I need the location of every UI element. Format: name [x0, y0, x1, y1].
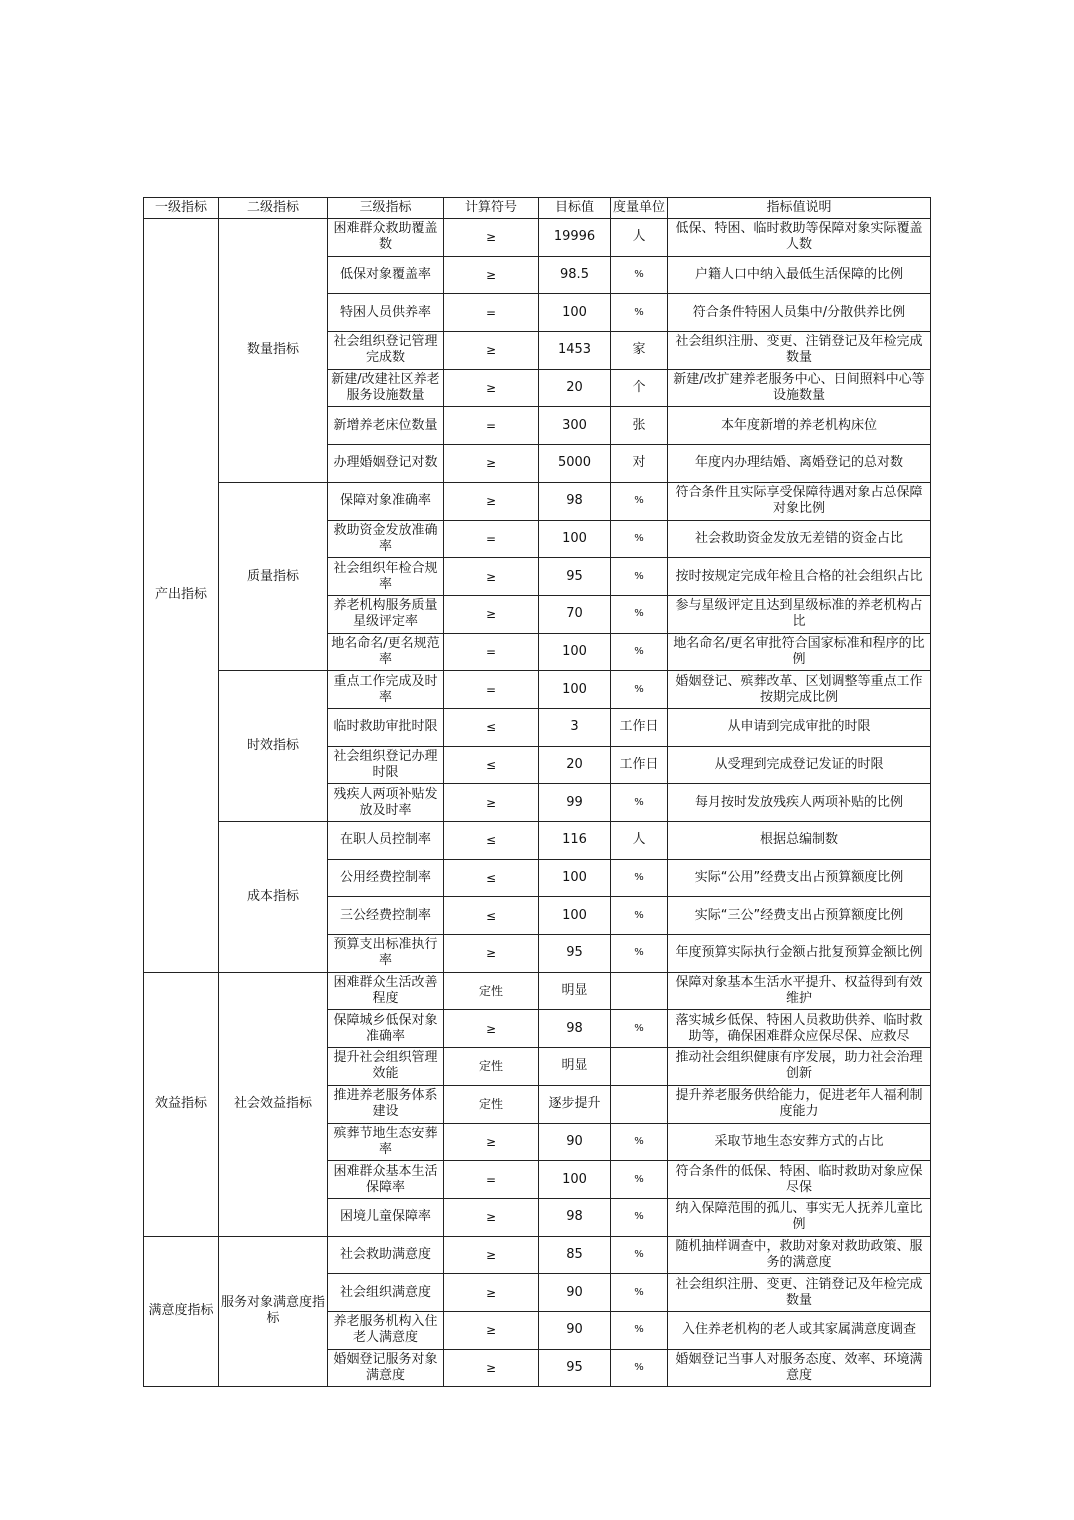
target-cell: 98 — [539, 1010, 611, 1048]
operator-cell: 定性 — [444, 1048, 539, 1086]
unit-cell: % — [611, 633, 668, 671]
unit-cell: % — [611, 558, 668, 596]
unit-cell: % — [611, 1236, 668, 1274]
unit-cell — [611, 972, 668, 1010]
header-operator: 计算符号 — [444, 198, 539, 219]
unit-cell — [611, 1048, 668, 1086]
description-cell: 低保、特困、临时救助等保障对象实际覆盖人数 — [668, 219, 931, 257]
unit-cell — [611, 1085, 668, 1123]
level2-cell: 服务对象满意度指标 — [219, 1236, 328, 1387]
unit-cell: % — [611, 1311, 668, 1349]
table-row — [144, 1236, 931, 1274]
target-cell: 70 — [539, 595, 611, 633]
operator-cell: ≥ — [444, 1198, 539, 1236]
operator-cell: ≤ — [444, 746, 539, 784]
operator-cell: = — [444, 633, 539, 671]
description-cell: 实际“公用”经费支出占预算额度比例 — [668, 859, 931, 897]
operator-cell: ≥ — [444, 784, 539, 822]
operator-cell: ≥ — [444, 1349, 539, 1387]
description-cell: 根据总编制数 — [668, 822, 931, 860]
target-cell: 19996 — [539, 219, 611, 257]
level3-cell: 婚姻登记服务对象满意度 — [328, 1349, 444, 1387]
level3-cell: 推进养老服务体系建设 — [328, 1085, 444, 1123]
unit-cell: 人 — [611, 219, 668, 257]
target-cell: 116 — [539, 822, 611, 860]
target-cell: 98 — [539, 1198, 611, 1236]
target-cell: 100 — [539, 859, 611, 897]
description-cell: 社会救助资金发放无差错的资金占比 — [668, 520, 931, 558]
description-cell: 入住养老机构的老人或其家属满意度调查 — [668, 1311, 931, 1349]
target-cell: 20 — [539, 746, 611, 784]
unit-cell: 个 — [611, 369, 668, 407]
table-row — [144, 822, 931, 860]
target-cell: 90 — [539, 1123, 611, 1161]
target-cell: 逐步提升 — [539, 1085, 611, 1123]
level3-cell: 社会组织登记管理完成数 — [328, 332, 444, 370]
level3-cell: 重点工作完成及时率 — [328, 671, 444, 709]
table-row — [144, 671, 931, 709]
unit-cell: 人 — [611, 822, 668, 860]
target-cell: 99 — [539, 784, 611, 822]
target-cell: 明显 — [539, 972, 611, 1010]
description-cell: 按时按规定完成年检且合格的社会组织占比 — [668, 558, 931, 596]
level3-cell: 新建/改建社区养老服务设施数量 — [328, 369, 444, 407]
target-cell: 85 — [539, 1236, 611, 1274]
level3-cell: 临时救助审批时限 — [328, 708, 444, 746]
description-cell: 随机抽样调查中，救助对象对救助政策、服务的满意度 — [668, 1236, 931, 1274]
unit-cell: % — [611, 1198, 668, 1236]
target-cell: 98 — [539, 482, 611, 520]
description-cell: 纳入保障范围的孤儿、事实无人抚养儿童比例 — [668, 1198, 931, 1236]
level3-cell: 特困人员供养率 — [328, 294, 444, 332]
unit-cell: % — [611, 1274, 668, 1312]
description-cell: 新建/改扩建养老服务中心、日间照料中心等设施数量 — [668, 369, 931, 407]
operator-cell: = — [444, 294, 539, 332]
description-cell: 户籍人口中纳入最低生活保障的比例 — [668, 256, 931, 294]
operator-cell: ≥ — [444, 1311, 539, 1349]
level3-cell: 提升社会组织管理效能 — [328, 1048, 444, 1086]
operator-cell: ≥ — [444, 256, 539, 294]
description-cell: 年度预算实际执行金额占批复预算金额比例 — [668, 935, 931, 973]
level1-cell: 效益指标 — [144, 972, 219, 1236]
unit-cell: 张 — [611, 407, 668, 445]
unit-cell: % — [611, 1161, 668, 1199]
operator-cell: 定性 — [444, 972, 539, 1010]
operator-cell: ≥ — [444, 445, 539, 483]
level2-cell: 成本指标 — [219, 822, 328, 973]
operator-cell: = — [444, 671, 539, 709]
operator-cell: ≥ — [444, 1123, 539, 1161]
target-cell: 100 — [539, 671, 611, 709]
target-cell: 20 — [539, 369, 611, 407]
level3-cell: 社会组织登记办理时限 — [328, 746, 444, 784]
description-cell: 符合条件特困人员集中/分散供养比例 — [668, 294, 931, 332]
level1-cell: 满意度指标 — [144, 1236, 219, 1387]
unit-cell: % — [611, 1123, 668, 1161]
target-cell: 100 — [539, 633, 611, 671]
target-cell: 98.5 — [539, 256, 611, 294]
level3-cell: 公用经费控制率 — [328, 859, 444, 897]
level3-cell: 困难群众基本生活保障率 — [328, 1161, 444, 1199]
level3-cell: 低保对象覆盖率 — [328, 256, 444, 294]
level2-cell: 数量指标 — [219, 219, 328, 483]
description-cell: 社会组织注册、变更、注销登记及年检完成数量 — [668, 1274, 931, 1312]
description-cell: 从申请到完成审批的时限 — [668, 708, 931, 746]
target-cell: 100 — [539, 520, 611, 558]
unit-cell: % — [611, 1349, 668, 1387]
description-cell: 参与星级评定且达到星级标准的养老机构占比 — [668, 595, 931, 633]
target-cell: 5000 — [539, 445, 611, 483]
level3-cell: 在职人员控制率 — [328, 822, 444, 860]
unit-cell: 对 — [611, 445, 668, 483]
operator-cell: = — [444, 1161, 539, 1199]
unit-cell: % — [611, 1010, 668, 1048]
level2-cell: 质量指标 — [219, 482, 328, 670]
level3-cell: 殡葬节地生态安葬率 — [328, 1123, 444, 1161]
description-cell: 婚姻登记、殡葬改革、区划调整等重点工作按期完成比例 — [668, 671, 931, 709]
header-row — [144, 198, 931, 219]
level2-cell: 社会效益指标 — [219, 972, 328, 1236]
unit-cell: % — [611, 482, 668, 520]
target-cell: 3 — [539, 708, 611, 746]
header-level2: 二级指标 — [219, 198, 328, 219]
description-cell: 保障对象基本生活水平提升、权益得到有效维护 — [668, 972, 931, 1010]
operator-cell: ≥ — [444, 332, 539, 370]
level3-cell: 地名命名/更名规范率 — [328, 633, 444, 671]
operator-cell: 定性 — [444, 1085, 539, 1123]
header-unit: 度量单位 — [611, 198, 668, 219]
description-cell: 本年度新增的养老机构床位 — [668, 407, 931, 445]
level3-cell: 社会救助满意度 — [328, 1236, 444, 1274]
level3-cell: 三公经费控制率 — [328, 897, 444, 935]
level3-cell: 预算支出标准执行率 — [328, 935, 444, 973]
level3-cell: 养老服务机构入住老人满意度 — [328, 1311, 444, 1349]
description-cell: 从受理到完成登记发证的时限 — [668, 746, 931, 784]
target-cell: 1453 — [539, 332, 611, 370]
unit-cell: % — [611, 256, 668, 294]
target-cell: 95 — [539, 1349, 611, 1387]
description-cell: 推动社会组织健康有序发展，助力社会治理创新 — [668, 1048, 931, 1086]
operator-cell: ≥ — [444, 482, 539, 520]
header-description: 指标值说明 — [668, 198, 931, 219]
level3-cell: 办理婚姻登记对数 — [328, 445, 444, 483]
target-cell: 95 — [539, 935, 611, 973]
description-cell: 实际“三公”经费支出占预算额度比例 — [668, 897, 931, 935]
indicator-table — [143, 197, 931, 1387]
header-level3: 三级指标 — [328, 198, 444, 219]
unit-cell: % — [611, 859, 668, 897]
header-level1: 一级指标 — [144, 198, 219, 219]
level3-cell: 社会组织年检合规率 — [328, 558, 444, 596]
target-cell: 90 — [539, 1311, 611, 1349]
operator-cell: ≥ — [444, 369, 539, 407]
operator-cell: ≥ — [444, 1010, 539, 1048]
description-cell: 提升养老服务供给能力，促进老年人福利制度能力 — [668, 1085, 931, 1123]
unit-cell: % — [611, 935, 668, 973]
level3-cell: 残疾人两项补贴发放及时率 — [328, 784, 444, 822]
table-row — [144, 972, 931, 1010]
description-cell: 婚姻登记当事人对服务态度、效率、环境满意度 — [668, 1349, 931, 1387]
level3-cell: 困难群众救助覆盖数 — [328, 219, 444, 257]
operator-cell: ≥ — [444, 595, 539, 633]
unit-cell: % — [611, 520, 668, 558]
operator-cell: ≥ — [444, 1274, 539, 1312]
operator-cell: = — [444, 407, 539, 445]
target-cell: 明显 — [539, 1048, 611, 1086]
level3-cell: 社会组织满意度 — [328, 1274, 444, 1312]
operator-cell: ≥ — [444, 219, 539, 257]
operator-cell: ≤ — [444, 708, 539, 746]
description-cell: 地名命名/更名审批符合国家标准和程序的比例 — [668, 633, 931, 671]
level3-cell: 困境儿童保障率 — [328, 1198, 444, 1236]
operator-cell: ≤ — [444, 859, 539, 897]
unit-cell: % — [611, 671, 668, 709]
level3-cell: 救助资金发放准确率 — [328, 520, 444, 558]
level3-cell: 养老机构服务质量星级评定率 — [328, 595, 444, 633]
operator-cell: ≤ — [444, 897, 539, 935]
unit-cell: % — [611, 784, 668, 822]
unit-cell: % — [611, 595, 668, 633]
unit-cell: 家 — [611, 332, 668, 370]
target-cell: 95 — [539, 558, 611, 596]
operator-cell: = — [444, 520, 539, 558]
header-target: 目标值 — [539, 198, 611, 219]
level1-cell: 产出指标 — [144, 219, 219, 973]
description-cell: 符合条件且实际享受保障待遇对象占总保障对象比例 — [668, 482, 931, 520]
target-cell: 90 — [539, 1274, 611, 1312]
description-cell: 采取节地生态安葬方式的占比 — [668, 1123, 931, 1161]
level3-cell: 保障城乡低保对象准确率 — [328, 1010, 444, 1048]
description-cell: 落实城乡低保、特困人员救助供养、临时救助等，确保困难群众应保尽保、应救尽 — [668, 1010, 931, 1048]
operator-cell: ≥ — [444, 558, 539, 596]
unit-cell: % — [611, 897, 668, 935]
description-cell: 符合条件的低保、特困、临时救助对象应保尽保 — [668, 1161, 931, 1199]
target-cell: 100 — [539, 897, 611, 935]
unit-cell: 工作日 — [611, 708, 668, 746]
table-body — [144, 219, 931, 1387]
operator-cell: ≥ — [444, 1236, 539, 1274]
description-cell: 社会组织注册、变更、注销登记及年检完成数量 — [668, 332, 931, 370]
operator-cell: ≤ — [444, 822, 539, 860]
target-cell: 300 — [539, 407, 611, 445]
level3-cell: 新增养老床位数量 — [328, 407, 444, 445]
level3-cell: 困难群众生活改善程度 — [328, 972, 444, 1010]
table-row — [144, 219, 931, 257]
unit-cell: 工作日 — [611, 746, 668, 784]
target-cell: 100 — [539, 1161, 611, 1199]
operator-cell: ≥ — [444, 935, 539, 973]
target-cell: 100 — [539, 294, 611, 332]
level3-cell: 保障对象准确率 — [328, 482, 444, 520]
table-row — [144, 482, 931, 520]
description-cell: 每月按时发放残疾人两项补贴的比例 — [668, 784, 931, 822]
description-cell: 年度内办理结婚、离婚登记的总对数 — [668, 445, 931, 483]
unit-cell: % — [611, 294, 668, 332]
level2-cell: 时效指标 — [219, 671, 328, 822]
